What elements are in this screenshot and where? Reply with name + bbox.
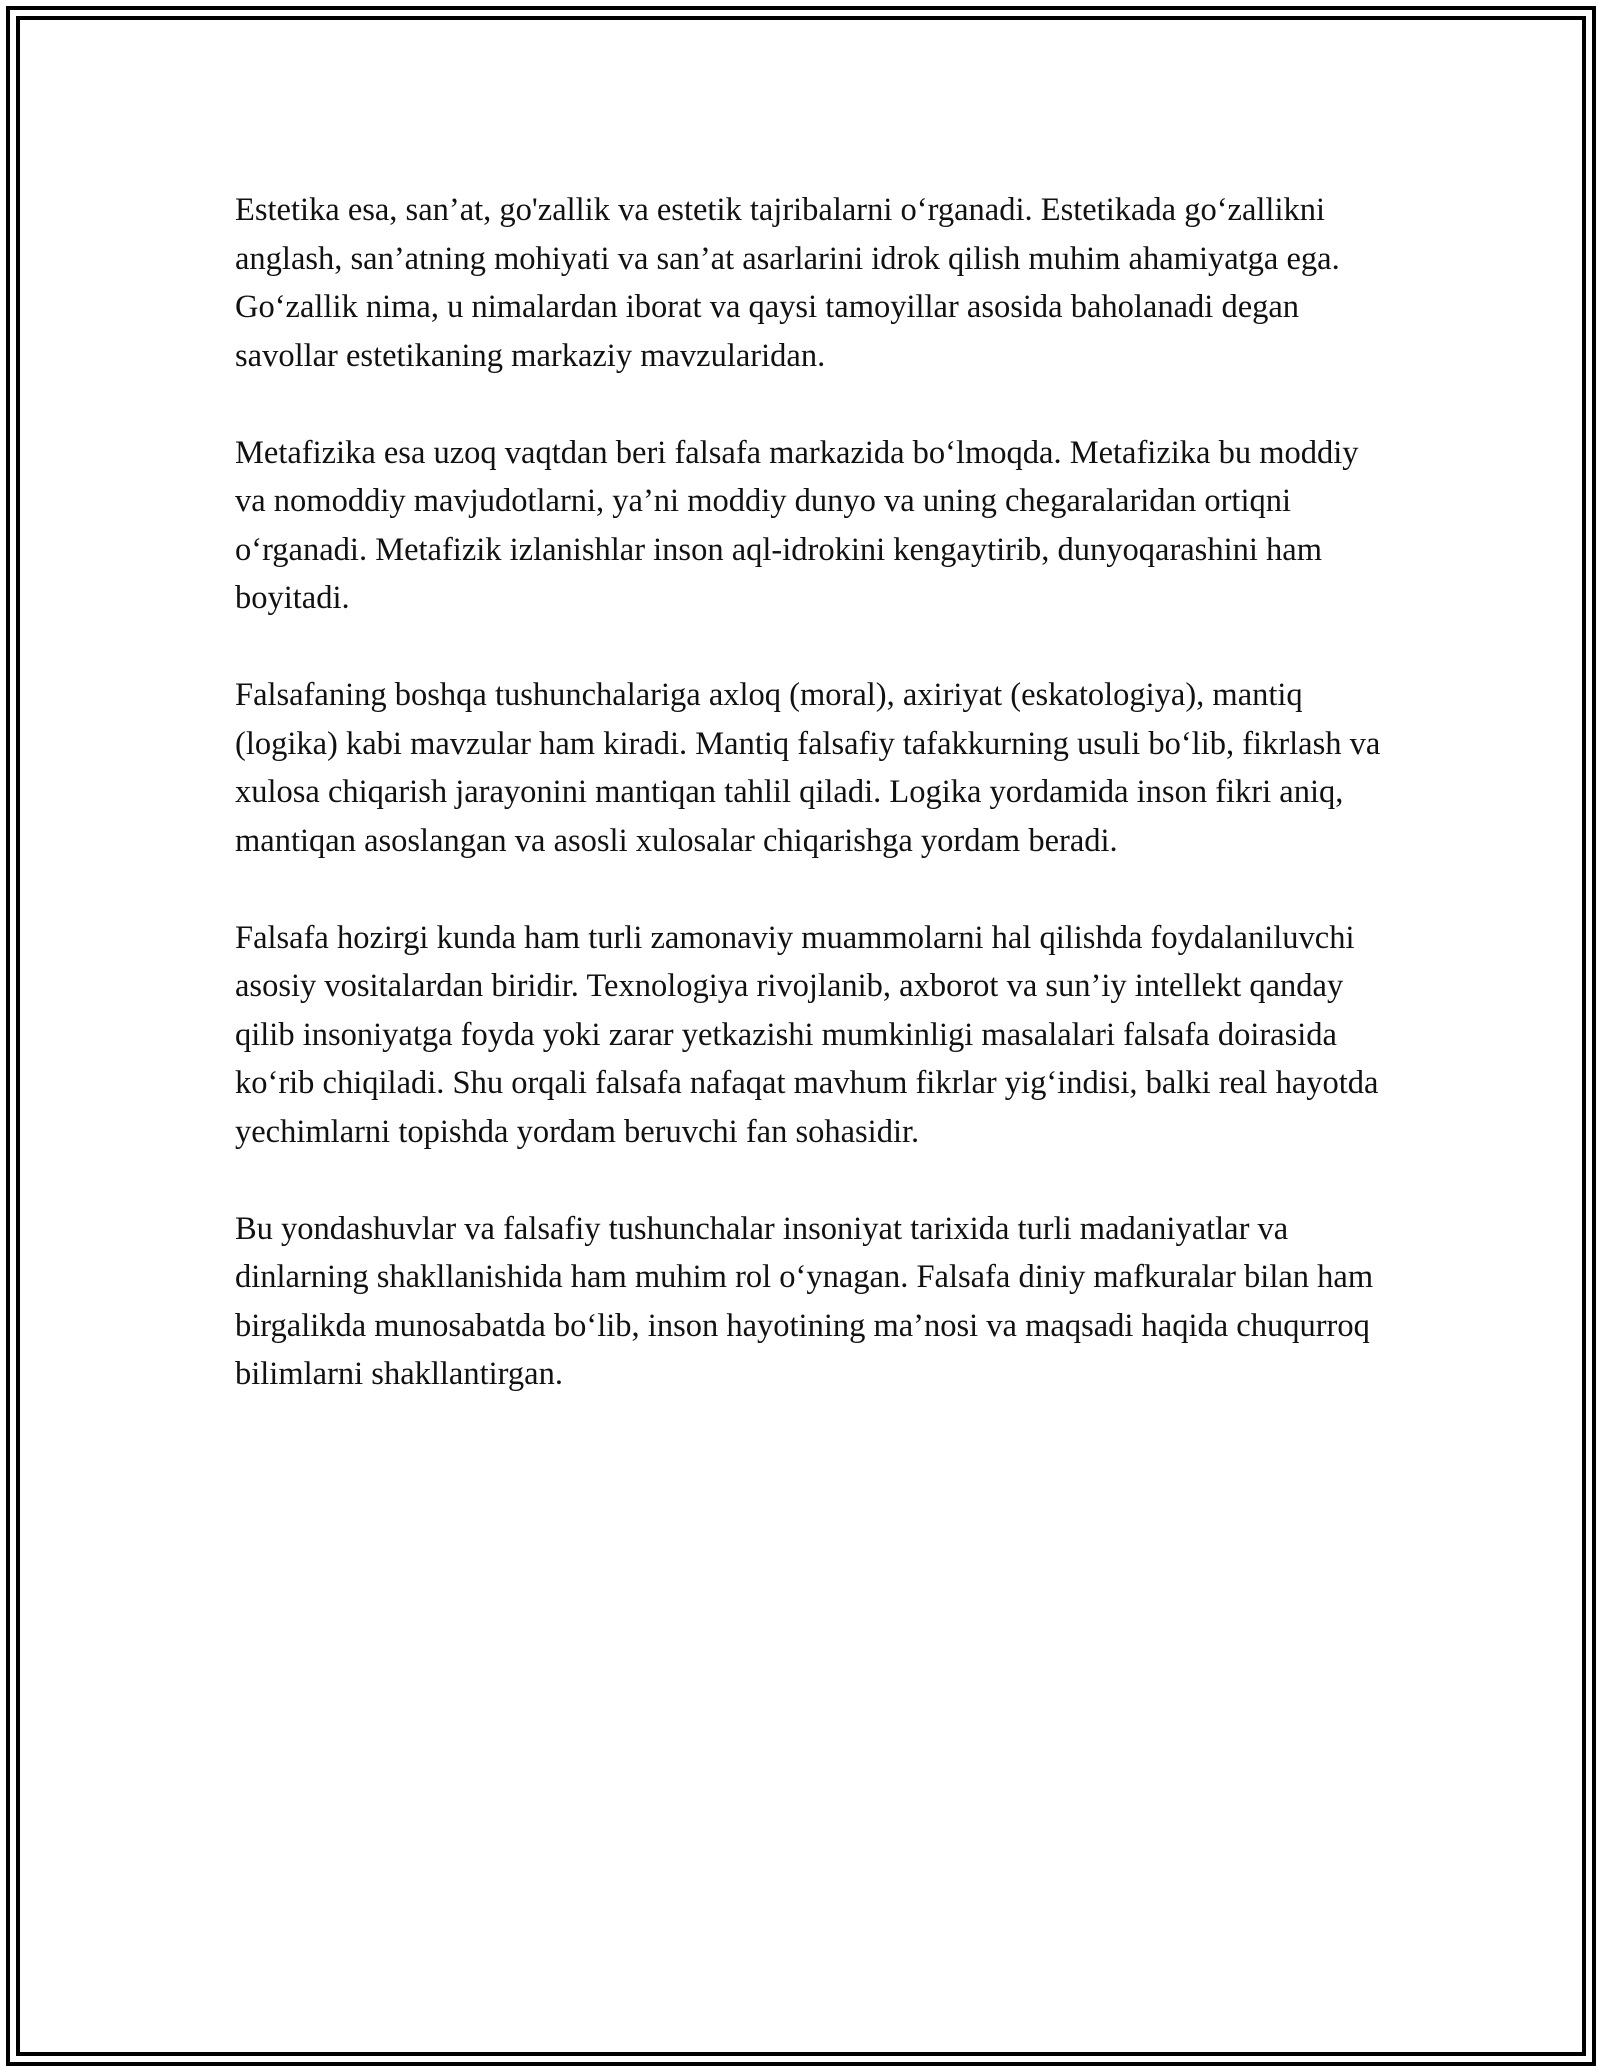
paragraph-metafizika: Metafizika esa uzoq vaqtdan beri falsafa markazida bo‘lmoqda. Metafizika bu moddiy va nomoddiy mavjudotlarni, ya’ni moddiy dunyo va uning chegaralaridan ortiqni o‘rganadi. Metafizik izlanishlar inson aql-idrokini kengaytirib, dunyoqarashini ham boyitadi.: [235, 434, 1359, 616]
document-body: [235, 186, 1385, 1447]
paragraph-madaniyatlar: Bu yondashuvlar va falsafiy tushunchalar insoniyat tarixida turli madaniyatlar va dinlarning shakllanishida ham muhim rol o‘ynagan. Falsafa diniy mafkuralar bilan ham birgalikda munosabatda bo‘lib, inson hayotining ma’nosi va maqsadi haqida chuqurroq bilimlarni shakllantirgan.: [235, 1210, 1374, 1392]
paragraph-estetika: Estetika esa, san’at, go'zallik va estetik tajribalarni o‘rganadi. Estetikada go‘zallikni anglash, san’atning mohiyati va san’at asarlarini idrok qilish muhim ahamiyatga ega. Go‘zallik nima, u nimalardan iborat va qaysi tamoyillar asosida baholanadi degan savollar estetikaning markaziy mavzularidan.: [235, 192, 1340, 374]
paragraph-mantiq: Falsafaning boshqa tushunchalariga axloq (moral), axiriyat (eskatologiya), mantiq (logika) kabi mavzular ham kiradi. Mantiq falsafiy tafakkurning usuli bo‘lib, fikrlash va xulosa chiqarish jarayonini mantiqan tahlil qiladi. Logika yordamida inson fikri aniq, mantiqan asoslangan va asosli xulosalar chiqarishga yordam beradi.: [235, 677, 1381, 859]
paragraph-zamonaviy-muammolar: Falsafa hozirgi kunda ham turli zamonaviy muammolarni hal qilishda foydalaniluvchi asosiy vositalardan biridir. Texnologiya rivojlanib, axborot va sun’iy intellekt qanday qilib insoniyatga foyda yoki zarar yetkazishi mumkinligi masalalari falsafa doirasida ko‘rib chiqiladi. Shu orqali falsafa nafaqat mavhum fikrlar yig‘indisi, balki real hayotda yechimlarni topishda yordam beruvchi fan sohasidir.: [235, 919, 1379, 1150]
